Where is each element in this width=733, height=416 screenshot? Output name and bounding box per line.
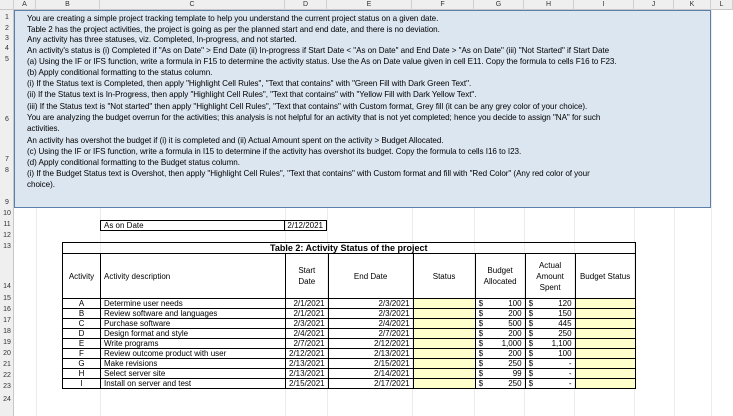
- budget-value: 200: [508, 329, 522, 338]
- budget-allocated-cell[interactable]: [475, 369, 525, 379]
- header-activity[interactable]: Activity: [63, 254, 101, 299]
- column-header-d[interactable]: D: [285, 0, 327, 10]
- activity-id-cell[interactable]: A: [63, 299, 101, 309]
- status-cell[interactable]: [413, 329, 475, 339]
- instruction-line: An activity's status is (i) Completed if "As on Date" > End Date (ii) In-progress if Start Date < "As on Date" and End Date > "As on Date" (iii) "Not Started" if Start Date: [27, 46, 610, 55]
- row-header[interactable]: 3: [5, 35, 9, 42]
- activity-description-cell[interactable]: Review software and languages: [101, 309, 286, 319]
- currency-symbol: $: [478, 379, 484, 388]
- table-row: [63, 379, 636, 389]
- instruction-line: Any activity has three statuses, viz. Completed, In-progress, and not started.: [27, 35, 297, 44]
- end-date-cell[interactable]: 2/12/2021: [328, 339, 413, 349]
- actual-amount-cell[interactable]: [525, 309, 575, 319]
- instruction-line: (iii) If the Status text is "Not started" then apply "Highlight Cell Rules", "Text that contains" with Custom format, Grey fill (it can be any grey color of your choice).: [27, 102, 588, 111]
- budget-status-cell[interactable]: [575, 329, 635, 339]
- column-header-a[interactable]: A: [14, 0, 36, 10]
- currency-symbol: $: [528, 379, 534, 388]
- status-cell[interactable]: [413, 309, 475, 319]
- row-header[interactable]: 18: [3, 328, 11, 335]
- activity-description-cell[interactable]: Make revisions: [101, 359, 286, 369]
- currency-symbol: $: [528, 309, 534, 318]
- row-header[interactable]: 6: [5, 116, 9, 123]
- end-date-cell[interactable]: 2/7/2021: [328, 329, 413, 339]
- budget-value: 200: [508, 349, 522, 358]
- table-row: [63, 339, 636, 349]
- instruction-line: You are creating a simple project tracking template to help you understand the current project status on a given date.: [27, 14, 439, 23]
- activity-description-cell[interactable]: Install on server and test: [101, 379, 286, 389]
- currency-symbol: $: [478, 299, 484, 308]
- status-cell[interactable]: [413, 319, 475, 329]
- instruction-line: (a) Using the IF or IFS function, write a formula in F15 to determine the activity status. Use the As on Date value given in cell E11. Copy the formula to cells F16 to F23.: [27, 57, 617, 66]
- column-header-j[interactable]: J: [634, 0, 674, 10]
- end-date-cell[interactable]: 2/13/2021: [328, 349, 413, 359]
- row-header[interactable]: 14: [3, 283, 11, 290]
- budget-status-cell[interactable]: [575, 369, 635, 379]
- row-header[interactable]: 13: [3, 243, 11, 250]
- start-date-cell[interactable]: 2/15/2021: [286, 379, 329, 389]
- end-date-cell[interactable]: 2/4/2021: [328, 319, 413, 329]
- header-end-date[interactable]: End Date: [328, 254, 413, 299]
- actual-amount-cell[interactable]: [525, 379, 575, 389]
- currency-symbol: $: [478, 359, 484, 368]
- actual-value: 120: [558, 299, 572, 308]
- budget-value: 200: [508, 309, 522, 318]
- instruction-line: choice).: [27, 180, 55, 189]
- currency-symbol: $: [528, 319, 534, 328]
- status-cell[interactable]: [413, 339, 475, 349]
- budget-status-cell[interactable]: [575, 349, 635, 359]
- actual-amount-cell[interactable]: [525, 319, 575, 329]
- row-header[interactable]: 10: [3, 210, 11, 217]
- currency-symbol: $: [478, 309, 484, 318]
- activity-id-cell[interactable]: B: [63, 309, 101, 319]
- budget-status-cell[interactable]: [575, 299, 635, 309]
- activity-description-cell[interactable]: Purchase software: [101, 319, 286, 329]
- currency-symbol: $: [478, 329, 484, 338]
- actual-amount-cell[interactable]: [525, 359, 575, 369]
- row-header[interactable]: 5: [5, 56, 9, 63]
- budget-allocated-cell[interactable]: [475, 329, 525, 339]
- row-header[interactable]: 11: [3, 221, 11, 228]
- instruction-line: (b) Apply conditional formatting to the status column.: [27, 68, 213, 77]
- table-row: [63, 359, 636, 369]
- currency-symbol: $: [528, 339, 534, 348]
- currency-symbol: $: [528, 299, 534, 308]
- row-header[interactable]: 12: [3, 232, 11, 239]
- instruction-line: An activity has overshot the budget if (i) it is completed and (ii) Actual Amount spent on the activity > Budget Allocated.: [27, 136, 444, 145]
- budget-allocated-cell[interactable]: [475, 379, 525, 389]
- start-date-cell[interactable]: 2/1/2021: [286, 299, 329, 309]
- start-date-cell[interactable]: 2/13/2021: [286, 359, 329, 369]
- currency-symbol: $: [478, 369, 484, 378]
- budget-value: 250: [508, 379, 522, 388]
- budget-allocated-cell[interactable]: [475, 319, 525, 329]
- actual-amount-cell[interactable]: [525, 329, 575, 339]
- budget-status-cell[interactable]: [575, 319, 635, 329]
- currency-symbol: $: [528, 329, 534, 338]
- status-cell[interactable]: [413, 379, 475, 389]
- instruction-line: (i) If the Status text is Completed, then apply "Highlight Cell Rules", "Text that contains" with "Green Fill with Dark Green Text".: [27, 79, 472, 88]
- budget-value: 1,000: [501, 339, 522, 348]
- actual-amount-cell[interactable]: [525, 339, 575, 349]
- column-header-bar: [0, 0, 733, 10]
- end-date-cell[interactable]: 2/14/2021: [328, 369, 413, 379]
- row-header[interactable]: 16: [3, 306, 11, 313]
- row-header[interactable]: 17: [3, 317, 11, 324]
- end-date-cell[interactable]: 2/3/2021: [328, 309, 413, 319]
- activity-id-cell[interactable]: C: [63, 319, 101, 329]
- actual-value: -: [568, 359, 572, 368]
- currency-symbol: $: [528, 359, 534, 368]
- activity-description-cell[interactable]: Review outcome product with user: [101, 349, 286, 359]
- header-budget-status[interactable]: Budget Status: [575, 254, 635, 299]
- row-header[interactable]: 4: [5, 45, 9, 52]
- actual-value: -: [568, 379, 572, 388]
- budget-value: 100: [508, 299, 522, 308]
- activity-id-cell[interactable]: F: [63, 349, 101, 359]
- select-all-corner[interactable]: [0, 0, 14, 10]
- start-date-cell[interactable]: 2/12/2021: [286, 349, 329, 359]
- activity-id-cell[interactable]: D: [63, 329, 101, 339]
- actual-value: 100: [558, 349, 572, 358]
- budget-allocated-cell[interactable]: [475, 359, 525, 369]
- instructions-textbox[interactable]: [14, 10, 711, 208]
- column-header-b[interactable]: B: [36, 0, 100, 10]
- row-header[interactable]: 8: [5, 167, 9, 174]
- start-date-cell[interactable]: 2/7/2021: [286, 339, 329, 349]
- as-on-date-label[interactable]: As on Date: [100, 220, 285, 231]
- end-date-cell[interactable]: 2/15/2021: [328, 359, 413, 369]
- currency-symbol: $: [478, 319, 484, 328]
- row-header[interactable]: 7: [5, 156, 9, 163]
- row-header[interactable]: 20: [3, 350, 11, 357]
- header-start-date[interactable]: Start Date: [286, 254, 329, 299]
- start-date-cell[interactable]: 2/4/2021: [286, 329, 329, 339]
- activity-description-cell[interactable]: Design format and style: [101, 329, 286, 339]
- row-header[interactable]: 19: [3, 339, 11, 346]
- as-on-date-value[interactable]: 2/12/2021: [285, 220, 327, 231]
- budget-status-cell[interactable]: [575, 309, 635, 319]
- activity-status-table: [62, 242, 636, 389]
- end-date-cell[interactable]: 2/17/2021: [328, 379, 413, 389]
- table-title[interactable]: Table 2: Activity Status of the project: [63, 243, 636, 254]
- activity-id-cell[interactable]: H: [63, 369, 101, 379]
- table-row: [63, 329, 636, 339]
- row-header[interactable]: 23: [3, 383, 11, 390]
- instruction-line: (ii) If the Status text is In-Progress, then apply "Highlight Cell Rules", "Text that contains" with "Yellow Fill with Dark Yellow Text".: [27, 90, 477, 99]
- instruction-line: (d) Apply conditional formatting to the Budget status column.: [27, 158, 240, 167]
- budget-allocated-cell[interactable]: [475, 339, 525, 349]
- actual-value: 445: [558, 319, 572, 328]
- row-header[interactable]: 9: [5, 199, 9, 206]
- row-header[interactable]: 2: [5, 25, 9, 32]
- column-header-g[interactable]: G: [474, 0, 524, 10]
- instruction-line: activities.: [27, 124, 60, 133]
- column-header-f[interactable]: F: [412, 0, 474, 10]
- column-header-e[interactable]: E: [327, 0, 412, 10]
- activity-description-cell[interactable]: Select server site: [101, 369, 286, 379]
- table-row: [63, 349, 636, 359]
- row-header-bar: [0, 10, 14, 416]
- row-header[interactable]: 24: [3, 396, 11, 403]
- activity-id-cell[interactable]: E: [63, 339, 101, 349]
- budget-status-cell[interactable]: [575, 379, 635, 389]
- table-row: [63, 299, 636, 309]
- table-row: [63, 319, 636, 329]
- column-header-c[interactable]: C: [100, 0, 285, 10]
- actual-value: 1,100: [551, 339, 572, 348]
- instruction-line: (i) If the Budget Status text is Overshot, then apply "Highlight Cell Rules", "Text that contains" with Custom format and fill with "Red Color" (Any red color of your: [27, 169, 590, 178]
- column-header-k[interactable]: K: [674, 0, 711, 10]
- row-header[interactable]: 22: [3, 372, 11, 379]
- budget-value: 250: [508, 359, 522, 368]
- status-cell[interactable]: [413, 369, 475, 379]
- column-header-h[interactable]: H: [524, 0, 574, 10]
- activity-description-cell[interactable]: Determine user needs: [101, 299, 286, 309]
- activity-id-cell[interactable]: G: [63, 359, 101, 369]
- header-status[interactable]: Status: [413, 254, 475, 299]
- currency-symbol: $: [478, 339, 484, 348]
- actual-amount-cell[interactable]: [525, 349, 575, 359]
- budget-status-cell[interactable]: [575, 359, 635, 369]
- budget-allocated-cell[interactable]: [475, 309, 525, 319]
- instruction-line: (c) Using the IF or IFS function, write a formula in I15 to determine if the activity has overshot its budget. Copy the formula to cells I16 to I23.: [27, 147, 522, 156]
- status-cell[interactable]: [413, 359, 475, 369]
- budget-status-cell[interactable]: [575, 339, 635, 349]
- table-row: [63, 309, 636, 319]
- actual-amount-cell[interactable]: [525, 369, 575, 379]
- row-header[interactable]: 1: [5, 14, 9, 21]
- activity-id-cell[interactable]: I: [63, 379, 101, 389]
- budget-allocated-cell[interactable]: [475, 349, 525, 359]
- status-cell[interactable]: [413, 349, 475, 359]
- actual-value: 250: [558, 329, 572, 338]
- column-header-i[interactable]: I: [574, 0, 634, 10]
- header-actual-amount-spent[interactable]: Actual Amount Spent: [525, 254, 575, 299]
- instruction-line: Table 2 has the project activities, the project is going as per the planned start and end date, and there is no deviation.: [27, 25, 440, 34]
- column-header-l[interactable]: L: [711, 0, 733, 10]
- budget-allocated-cell[interactable]: [475, 299, 525, 309]
- currency-symbol: $: [528, 349, 534, 358]
- budget-value: 99: [512, 369, 522, 378]
- actual-value: -: [568, 369, 572, 378]
- start-date-cell[interactable]: 2/13/2021: [286, 369, 329, 379]
- row-header[interactable]: 21: [3, 361, 11, 368]
- header-activity-description[interactable]: Activity description: [101, 254, 286, 299]
- start-date-cell[interactable]: 2/1/2021: [286, 309, 329, 319]
- table-row: [63, 369, 636, 379]
- end-date-cell[interactable]: 2/3/2021: [328, 299, 413, 309]
- row-header[interactable]: 15: [3, 295, 11, 302]
- header-budget-allocated[interactable]: Budget Allocated: [475, 254, 525, 299]
- budget-value: 500: [508, 319, 522, 328]
- status-cell[interactable]: [413, 299, 475, 309]
- activity-description-cell[interactable]: Write programs: [101, 339, 286, 349]
- currency-symbol: $: [528, 369, 534, 378]
- currency-symbol: $: [478, 349, 484, 358]
- actual-value: 150: [558, 309, 572, 318]
- actual-amount-cell[interactable]: [525, 299, 575, 309]
- start-date-cell[interactable]: 2/3/2021: [286, 319, 329, 329]
- instruction-line: You are analyzing the budget overrun for the activities; this analysis is not helpful for an activity that is not yet completed; hence you decide to assign "NA" for such: [27, 113, 601, 122]
